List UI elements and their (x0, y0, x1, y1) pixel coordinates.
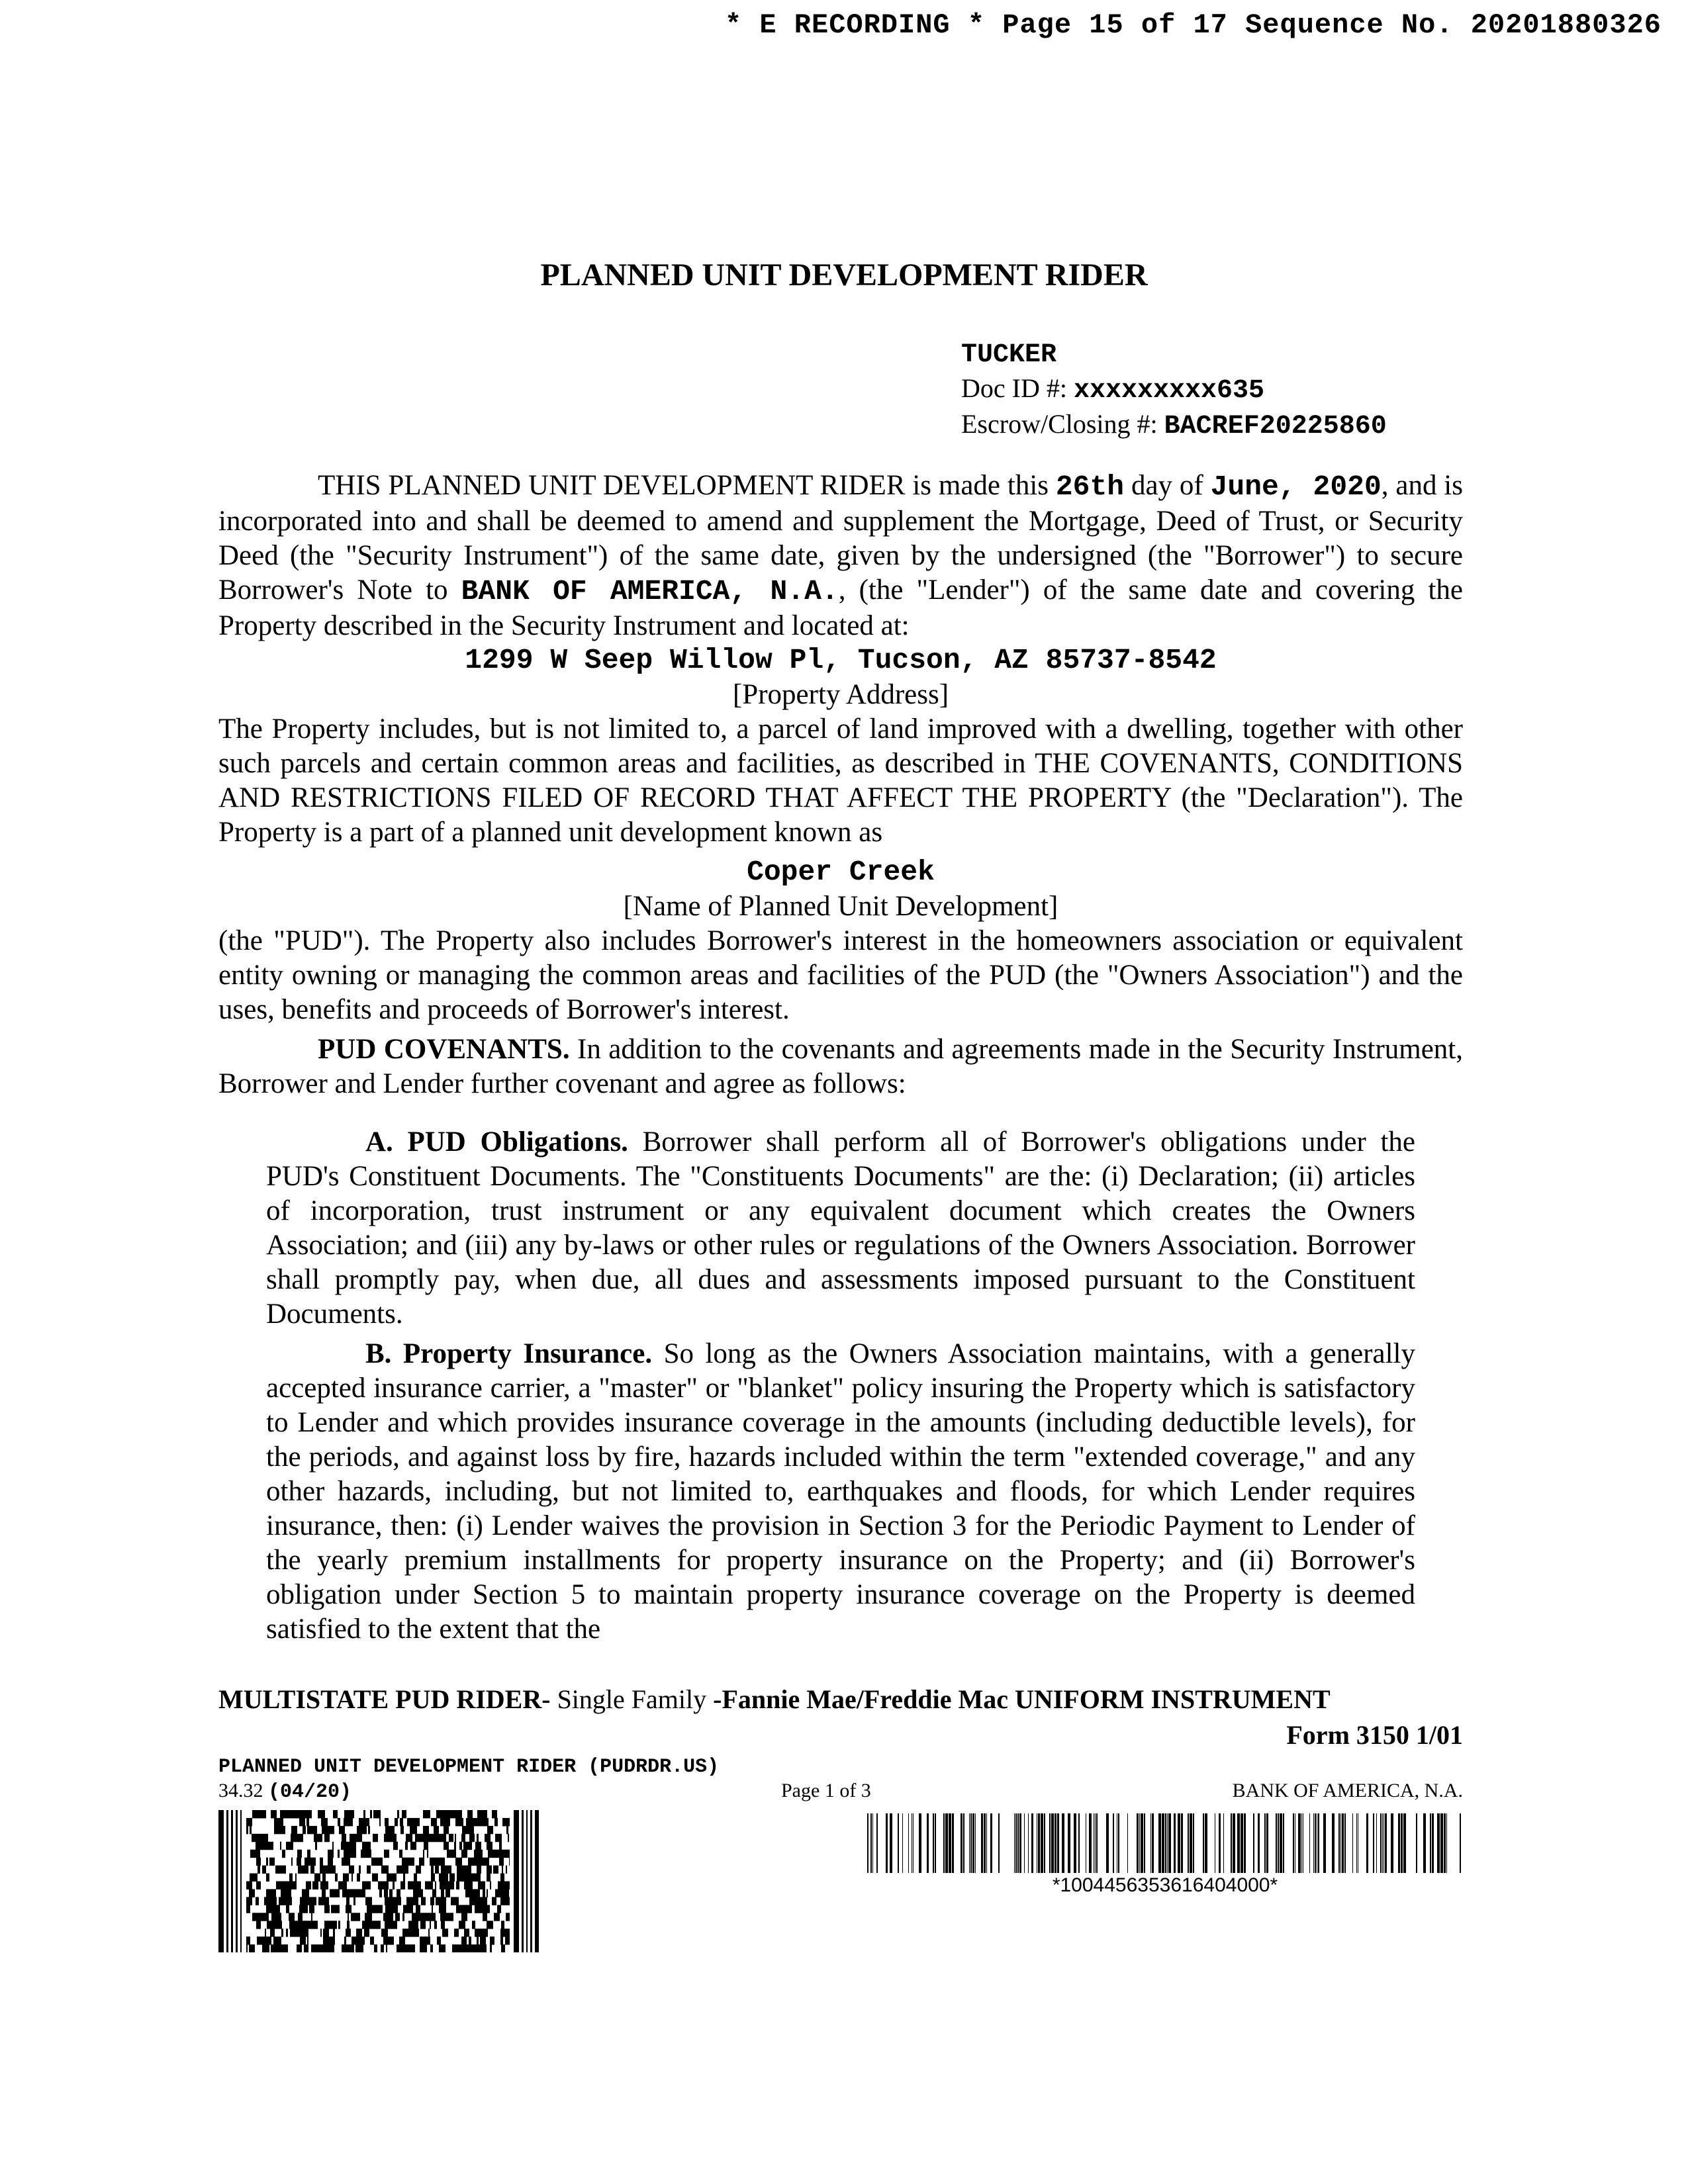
intro-paragraph (218, 469, 1463, 643)
version-date: (04/20) (268, 1781, 352, 1803)
recording-stamp: * E RECORDING * Page 15 of 17 Sequence No. 20201880326 (724, 9, 1662, 41)
covenant-a-heading: A. PUD Obligations. (365, 1126, 628, 1158)
form-number: Form 3150 1/01 (1286, 1720, 1463, 1750)
document-title: PLANNED UNIT DEVELOPMENT RIDER (540, 257, 1148, 293)
version-number: 34.32 (218, 1780, 268, 1801)
doc-id-label: Doc ID #: (961, 373, 1074, 403)
footer-meta-row (218, 1779, 1463, 1803)
borrower-name: TUCKER (961, 340, 1057, 370)
escrow-label: Escrow/Closing #: (961, 409, 1164, 439)
rider-code: PLANNED UNIT DEVELOPMENT RIDER (PUDRDR.US) (218, 1756, 720, 1778)
barcode-number: *1004456353616404000* (1052, 1874, 1278, 1896)
rider-month-year: June, 2020 (1210, 471, 1382, 503)
doc-id-value: xxxxxxxxx635 (1073, 376, 1265, 406)
covenant-b-heading: B. Property Insurance. (365, 1338, 653, 1369)
intro-text-1: THIS PLANNED UNIT DEVELOPMENT RIDER is made this (318, 470, 1056, 501)
covenant-a-text: Borrower shall perform all of Borrower's obligations under the PUD's Constituent Documents. The "Constituents Documents" are the: (i) Declaration; (ii) articles of incorporation, trust instrument or any equivalent document which creates the Owners Association; and (iii) any by-laws or other rules or regulations of the Owners Association. Borrower shall promptly pay, when due, all dues and assessments imposed pursuant to the Constituent Documents. (266, 1126, 1415, 1330)
escrow-value: BACREF20225860 (1164, 412, 1387, 441)
intro-text-4: , (the "Lender") of the same date and covering the Property described in the Security Instrument and located at: (218, 574, 1463, 641)
declaration-paragraph: The Property includes, but is not limited to, a parcel of land improved with a dwelling, together with other such parcels and certain common areas and facilities, as described in THE COVENANTS, CONDITIONS AND RESTRICTIONS FILED OF RECORD THAT AFFECT THE PROPERTY (the "Declaration"). The Property is a part of a planned unit development known as (218, 713, 1463, 848)
pud-name: Coper Creek (747, 856, 935, 888)
covenants-intro-text: In addition to the covenants and agreements made in the Security Instrument, Borrower and Lender further covenant and agree as follows: (218, 1034, 1463, 1099)
document-body (218, 469, 1463, 1101)
pud-paragraph: (the "PUD"). The Property also includes Borrower's interest in the homeowners association or equivalent entity owning or managing the common areas and facilities of the PUD (the "Owners Association") and the uses, benefits and proceeds of Borrower's interest. (218, 925, 1463, 1025)
identifier-block (961, 339, 1387, 443)
pdf417-barcode (218, 1810, 539, 1952)
covenant-b (266, 1337, 1415, 1647)
covenants-heading: PUD COVENANTS. (318, 1034, 570, 1065)
company-name: BANK OF AMERICA, N.A. (1232, 1780, 1463, 1801)
property-address-caption: [Property Address] (732, 679, 949, 710)
rider-day: 26th (1055, 471, 1125, 503)
form-type: Single Family (550, 1684, 714, 1714)
linear-barcode (867, 1813, 1463, 1873)
doc-id-line (961, 372, 1387, 408)
covenant-list (266, 1125, 1415, 1652)
form-footer (218, 1682, 1463, 1754)
covenant-a (266, 1125, 1415, 1332)
escrow-line (961, 408, 1387, 443)
lender-name: BANK OF AMERICA, N.A. (461, 575, 839, 608)
pud-name-caption: [Name of Planned Unit Development] (623, 891, 1058, 922)
version (218, 1779, 352, 1804)
intro-text-3: , and is incorporated into and shall be deemed to amend and supplement the Mortgage, Deed of Trust, or Security Deed (the "Security Instrument") of the same date, given by the undersigned (the "Borrower") to secure Borrower's Note to (218, 470, 1463, 606)
covenants-intro (218, 1032, 1463, 1101)
covenant-b-text: So long as the Owners Association maintains, with a generally accepted insurance carrier, a "master" or "blanket" policy insuring the Property which is satisfactory to Lender and which provides insurance coverage in the amounts (including deductible levels), for the periods, and against loss by fire, hazards included within the term "extended coverage," and any other hazards, including, but not limited to, earthquakes and floods, for which Lender requires insurance, then: (i) Lender waives the provision in Section 3 for the Periodic Payment to Lender of the yearly premium installments for property insurance on the Property; and (ii) Borrower's obligation under Section 5 to maintain property insurance coverage on the Property is deemed satisfied to the extent that the (266, 1338, 1416, 1645)
page-number: Page 1 of 3 (781, 1780, 871, 1801)
footer-meta (218, 1755, 1463, 1803)
form-name: MULTISTATE PUD RIDER- (218, 1684, 551, 1714)
form-description (218, 1682, 1463, 1717)
property-address: 1299 W Seep Willow Pl, Tucson, AZ 85737-8542 (465, 644, 1217, 676)
form-instrument: -Fannie Mae/Freddie Mac UNIFORM INSTRUMENT (713, 1684, 1331, 1714)
intro-text-2: day of (1124, 470, 1211, 501)
